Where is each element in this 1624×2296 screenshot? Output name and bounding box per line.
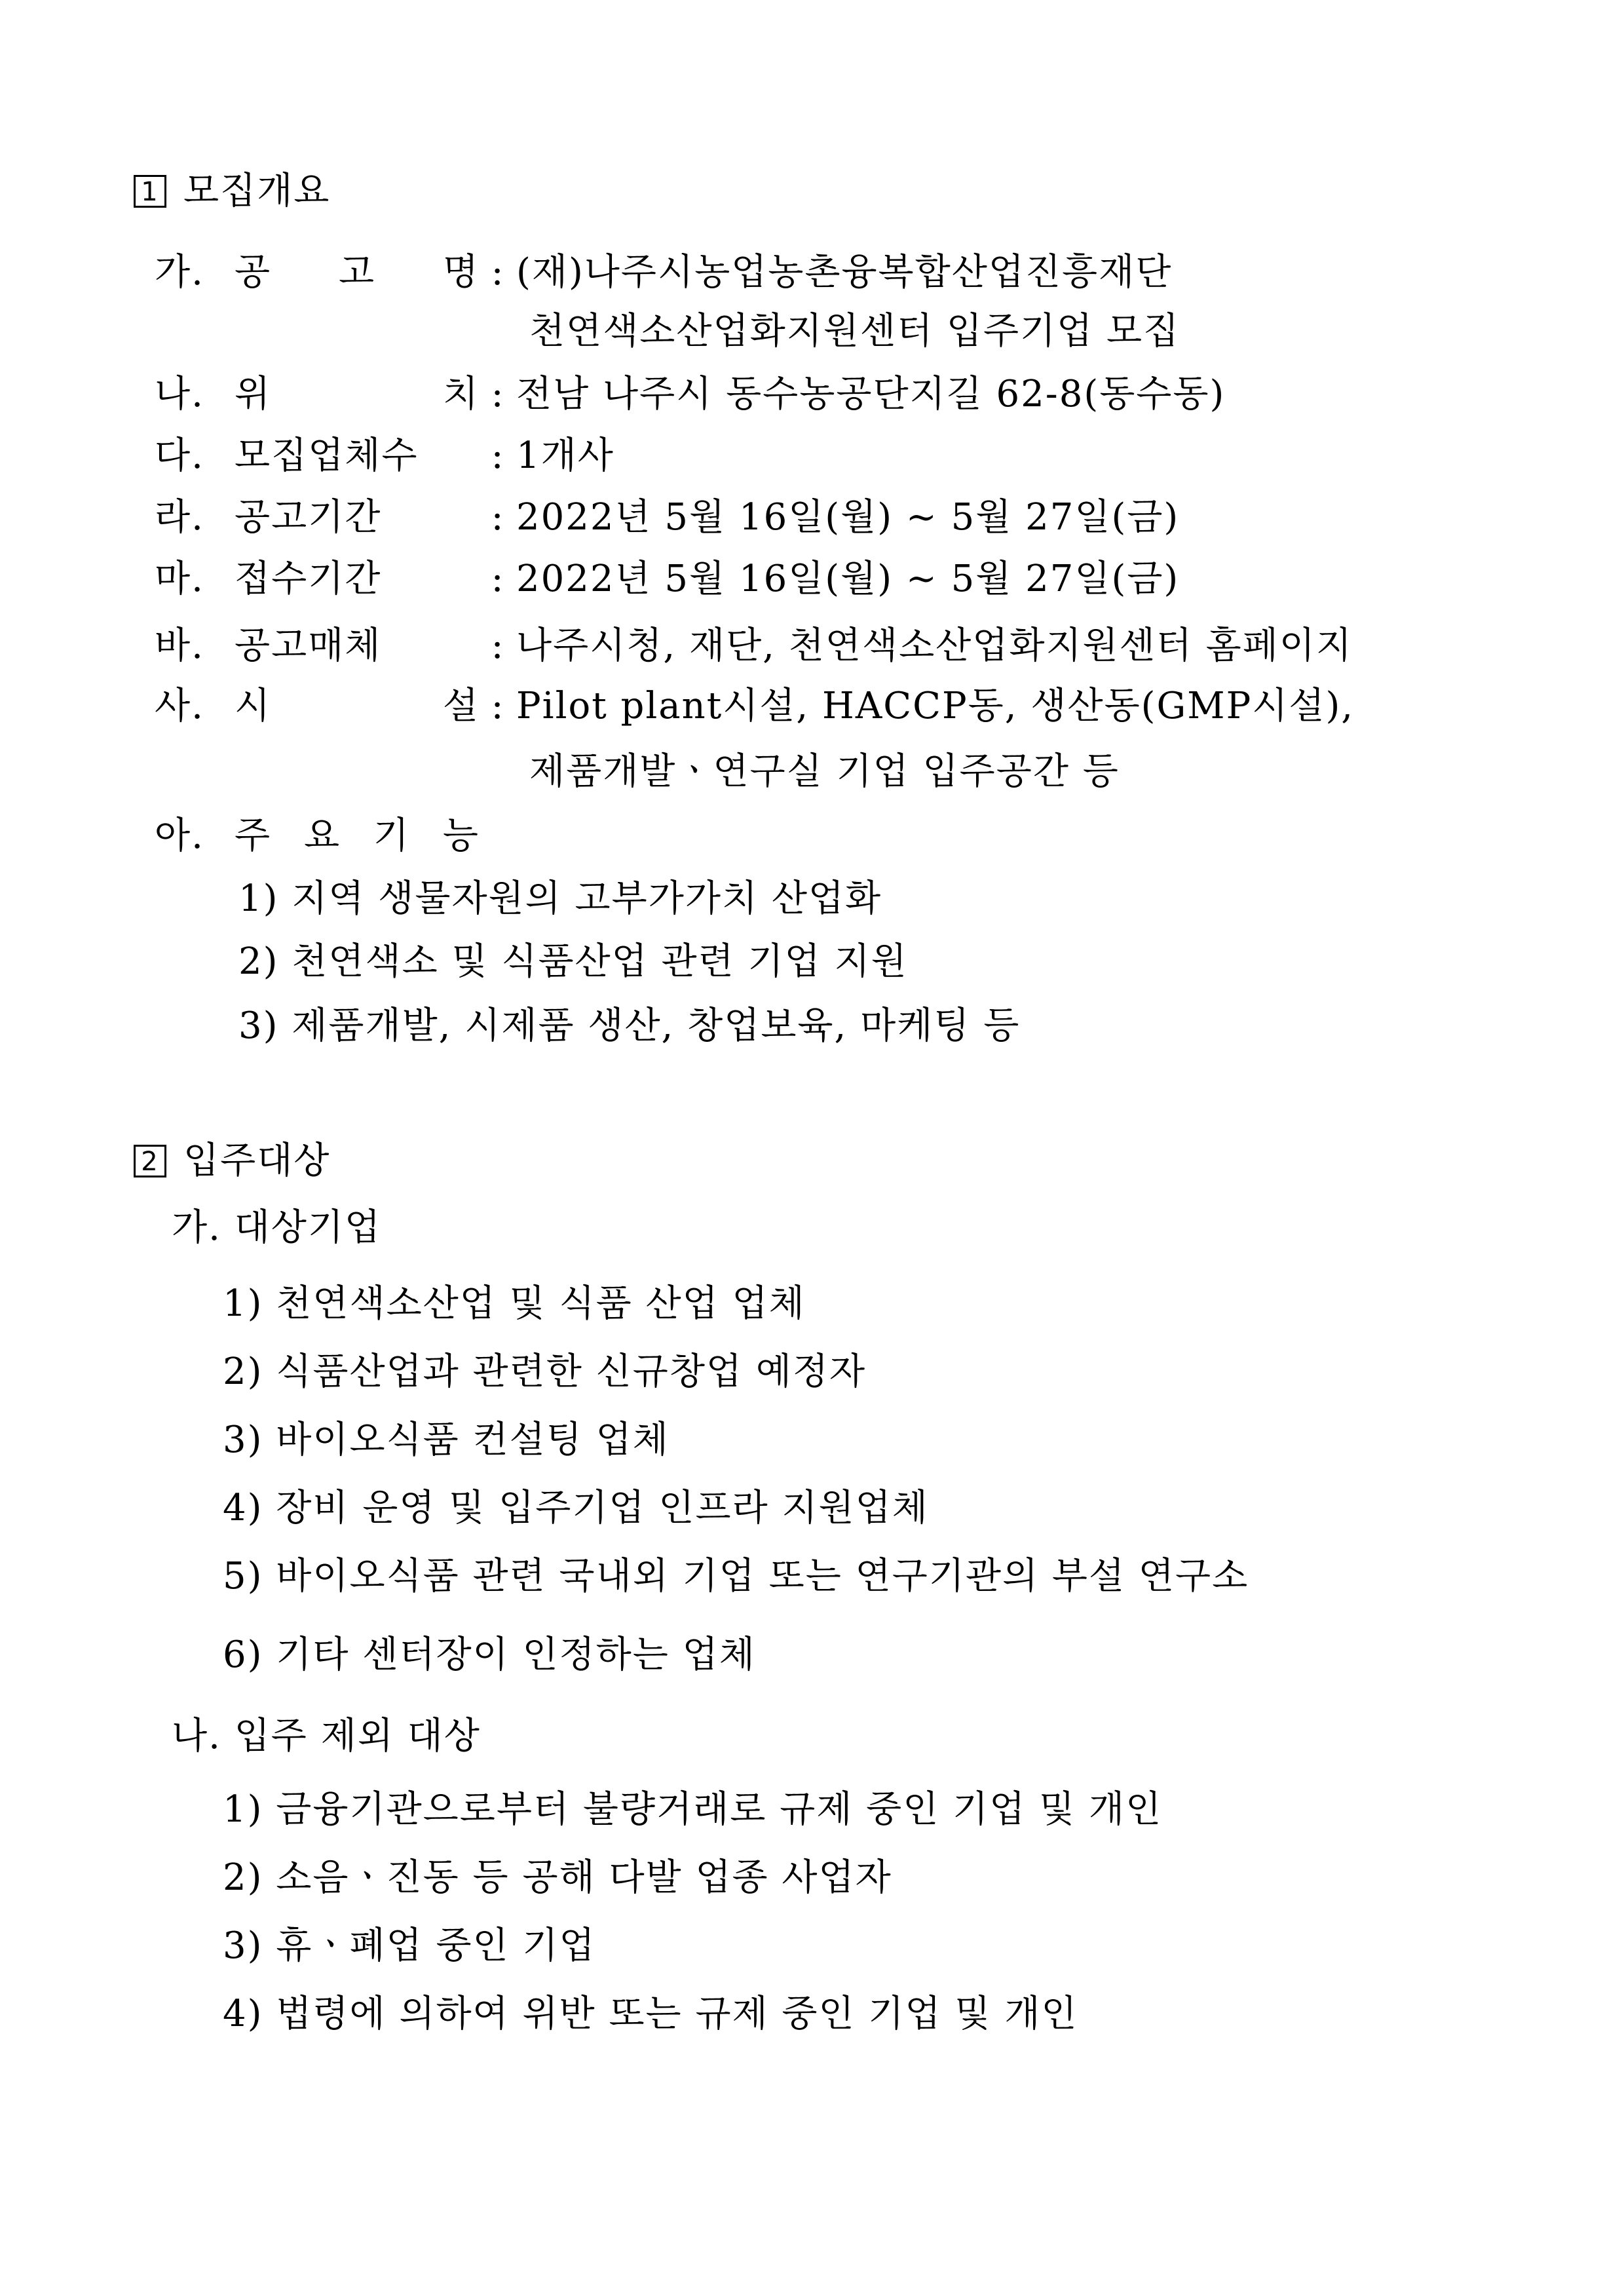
field-row-notice-period [155,494,1179,541]
list-item: 4) 장비 운영 및 입주기업 인프라 지원업체 [223,1487,929,1529]
field-colon: : [491,496,505,539]
section-title: 모집개요 [183,170,331,212]
field-value: 2022년 5월 16일(월) ~ 5월 27일(금) [516,496,1180,539]
list-item: 3) 제품개발, 시제품 생산, 창업보육, 마케팅 등 [238,1004,1021,1047]
field-marker: 사. [155,685,204,727]
list-item: 1) 금융기관으로부터 불량거래로 규제 중인 기업 및 개인 [223,1788,1163,1831]
field-marker: 가. [155,251,204,294]
field-value: 나주시청, 재단, 천연색소산업화지원센터 홈페이지 [516,624,1353,667]
field-value: 1개사 [516,434,614,477]
field-label: 공고기간 [235,496,382,539]
field-row-location [155,371,1225,418]
section-title: 입주대상 [183,1139,331,1182]
field-row-submission-period [155,556,1179,603]
field-colon: : [491,251,505,294]
field-row-facilities [155,683,1354,730]
field-marker: 라. [155,496,204,539]
field-label: 시 설 [235,685,480,727]
list-item: 1) 천연색소산업 및 식품 산업 업체 [223,1282,806,1325]
field-value: 2022년 5월 16일(월) ~ 5월 27일(금) [516,558,1180,600]
field-continuation: 제품개발ㆍ연구실 기업 입주공간 등 [529,750,1120,793]
field-marker: 나. [155,373,204,415]
field-colon: : [491,373,505,415]
field-row-main-functions [155,813,480,860]
field-row-company-count [155,432,614,480]
field-value: Pilot plant시설, HACCP동, 생산동(GMP시설), [516,685,1355,727]
field-label: 공고매체 [235,624,382,667]
field-label: 공 고 명 [235,251,480,294]
list-item: 1) 지역 생물자원의 고부가가치 산업화 [238,877,882,920]
section-number-box: 2 [134,1145,166,1177]
field-marker: 아. [155,814,204,857]
field-continuation: 천연색소산업화지원센터 입주기업 모집 [529,310,1180,353]
field-label: 주 요 기 능 [235,814,480,857]
section-number-box: 1 [134,175,166,208]
list-item: 6) 기타 센터장이 인정하는 업체 [223,1634,756,1676]
list-item: 4) 법령에 의하여 위반 또는 규제 중인 기업 및 개인 [223,1993,1078,2035]
list-item: 3) 바이오식품 컨설팅 업체 [223,1419,670,1461]
field-row-notice-media [155,622,1353,670]
list-item: 3) 휴ㆍ폐업 중인 기업 [223,1924,596,1967]
field-marker: 다. [155,434,204,477]
section-2-header [134,1138,330,1185]
field-label: 모집업체수 [235,434,419,477]
field-marker: 바. [155,624,204,667]
field-colon: : [491,685,505,727]
list-item: 2) 소음ㆍ진동 등 공해 다발 업종 사업자 [223,1856,892,1899]
list-item: 2) 천연색소 및 식품산업 관련 기업 지원 [238,940,908,983]
group-heading: 가. 대상기업 [172,1206,382,1249]
field-label: 접수기간 [235,558,382,600]
field-value: 전남 나주시 동수농공단지길 62-8(동수동) [516,373,1226,415]
field-colon: : [491,624,505,667]
group-heading: 나. 입주 제외 대상 [172,1715,481,1757]
field-label: 위 치 [235,373,480,415]
field-colon: : [491,558,505,600]
list-item: 5) 바이오식품 관련 국내외 기업 또는 연구기관의 부설 연구소 [223,1555,1249,1598]
list-item: 2) 식품산업과 관련한 신규창업 예정자 [223,1350,867,1393]
field-marker: 마. [155,558,204,600]
field-row-notice-name [155,249,1172,296]
section-1-header [134,168,330,215]
field-value: (재)나주시농업농촌융복합산업진흥재단 [516,251,1173,294]
field-colon: : [491,434,505,477]
